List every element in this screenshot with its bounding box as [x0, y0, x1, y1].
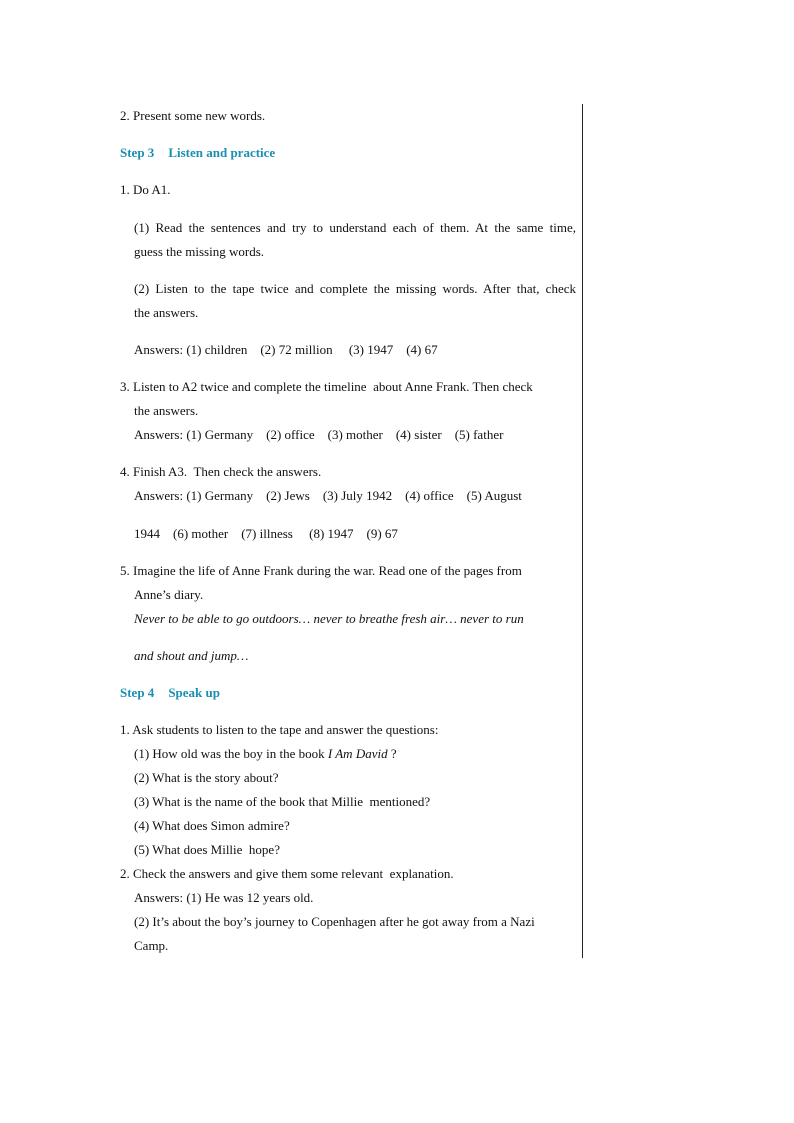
step3-label: Step 3: [120, 145, 155, 160]
diary-quote-line2: and shout and jump…: [134, 648, 249, 663]
question-4: (4) What does Simon admire?: [134, 818, 290, 833]
intro-item-2: 2. Present some new words.: [120, 108, 266, 123]
diary-quote-line1: Never to be able to go outdoors… never to breathe fresh air… never to run: [134, 611, 524, 626]
question-1: [134, 746, 397, 762]
question-2: (2) What is the story about?: [134, 770, 279, 785]
step3-sub2-line2: the answers.: [134, 305, 199, 320]
step3-item-5-line1: 5. Imagine the life of Anne Frank during the war. Read one of the pages from: [120, 563, 522, 578]
step3-item-3-line1: 3. Listen to A2 twice and complete the timeline about Anne Frank. Then check: [120, 379, 533, 394]
question-1-end: ?: [387, 746, 397, 761]
step4-answer-2-line1: (2) It’s about the boy’s journey to Copenhagen after he got away from a Nazi: [134, 914, 535, 929]
step3-answers-4-line2: 1944 (6) mother (7) illness (8) 1947 (9) 67: [134, 526, 398, 541]
question-5: (5) What does Millie hope?: [134, 842, 280, 857]
step3-heading: [120, 145, 275, 161]
step3-answers-3: Answers: (1) Germany (2) office (3) mother (4) sister (5) father: [134, 427, 504, 442]
step3-sub1-line1: (1) Read the sentences and try to understand each of them. At the same time,: [134, 220, 576, 235]
step3-answers-1: Answers: (1) children (2) 72 million (3) 1947 (4) 67: [134, 342, 438, 357]
question-3: (3) What is the name of the book that Millie mentioned?: [134, 794, 431, 809]
step3-item-3-line2: the answers.: [134, 403, 199, 418]
book-title: I Am David: [327, 746, 388, 761]
step3-title: Listen and practice: [168, 145, 276, 160]
step3-item-5-line2: Anne’s diary.: [134, 587, 204, 602]
step4-answer-2-line2: Camp.: [134, 938, 169, 953]
step3-answers-4-line1: Answers: (1) Germany (2) Jews (3) July 1942 (4) office (5) August: [134, 488, 522, 503]
step3-sub2-line1: (2) Listen to the tape twice and complete the missing words. After that, check: [134, 281, 576, 296]
step3-sub1-line2: guess the missing words.: [134, 244, 264, 259]
step3-item-4: 4. Finish A3. Then check the answers.: [120, 464, 322, 479]
step4-label: Step 4: [120, 685, 155, 700]
step4-item-2: 2. Check the answers and give them some relevant explanation.: [120, 866, 454, 881]
step3-item-1: 1. Do A1.: [120, 182, 171, 197]
step4-heading: [120, 685, 220, 701]
step4-answer-1: Answers: (1) He was 12 years old.: [134, 890, 314, 905]
question-1-text: (1) How old was the boy in the book: [134, 746, 328, 761]
column-divider: [582, 104, 583, 958]
step4-title: Speak up: [168, 685, 220, 700]
step4-item-1: 1. Ask students to listen to the tape and answer the questions:: [120, 722, 439, 737]
